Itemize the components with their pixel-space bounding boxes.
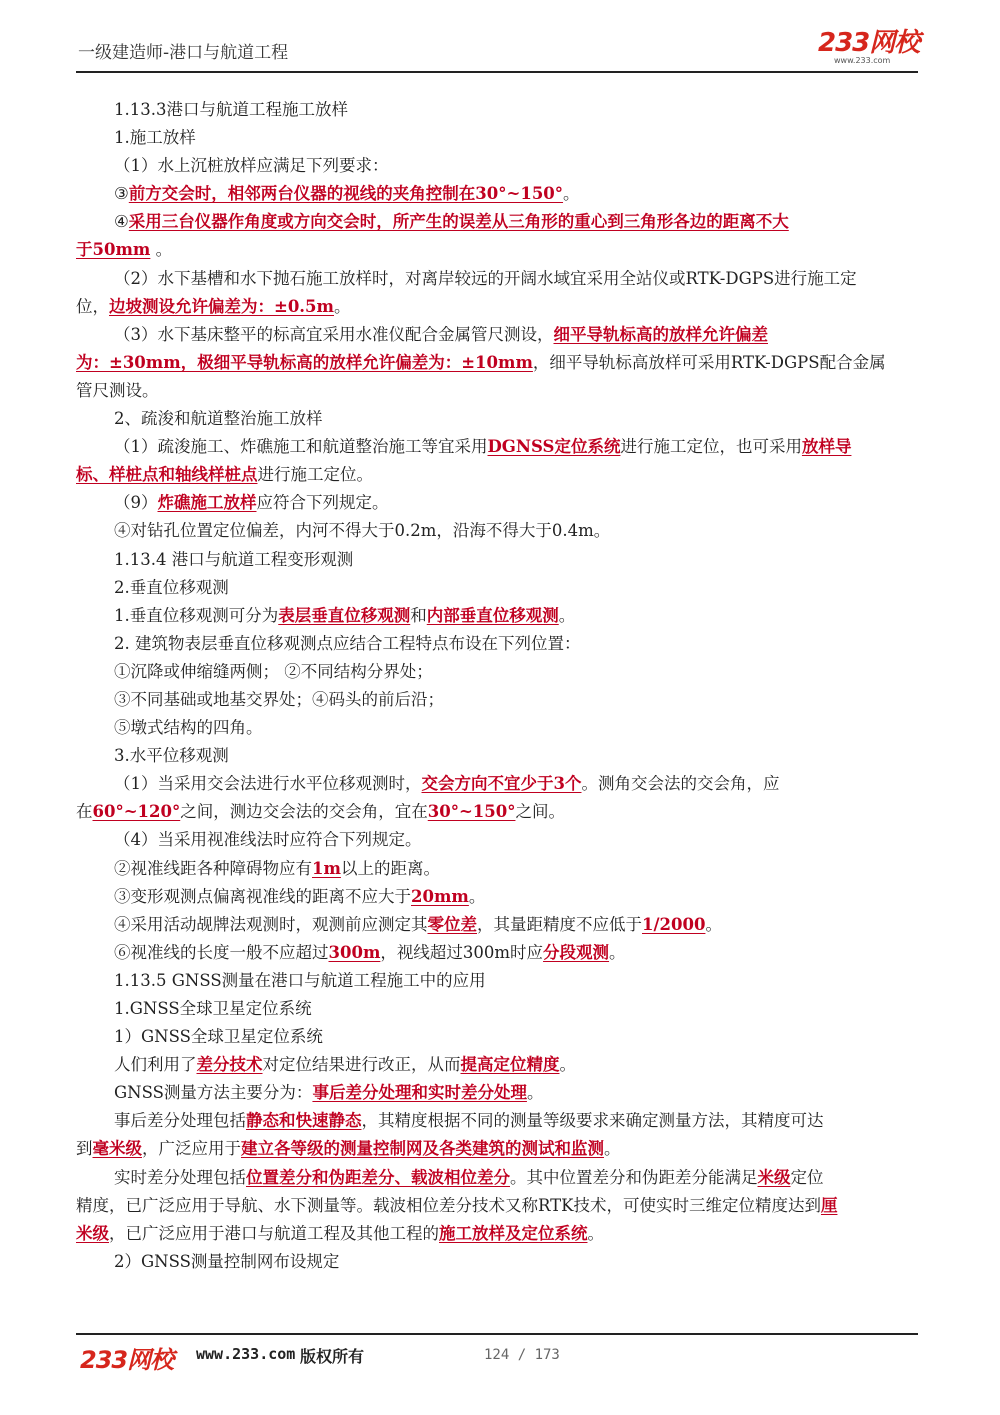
text-line: [76, 546, 918, 574]
text-line: [76, 1051, 918, 1079]
text-run: 进行施工定位，也可采用: [620, 437, 802, 457]
text-run: 实时差分处理包括: [114, 1167, 246, 1187]
text-run: 管尺测设。: [76, 380, 159, 400]
highlighted-text: 事后差分处理和实时差分处理: [312, 1083, 527, 1103]
text-line: [76, 995, 918, 1023]
text-line: [76, 349, 918, 377]
text-run: 事后差分处理包括: [114, 1111, 246, 1131]
text-line: [76, 124, 918, 152]
text-line: [76, 826, 918, 854]
text-line: [76, 1079, 918, 1107]
highlighted-text: 边坡测设允许偏差为：±0.5m: [109, 296, 334, 316]
text-run: （2）水下基槽和水下抛石施工放样时，对离岸较远的开阔水域宜采用全站仪或RTK-DGPS进行施工定: [114, 268, 857, 288]
text-line: [76, 883, 918, 911]
text-run: ③不同基础或地基交界处；④码头的前后沿；: [114, 689, 444, 709]
highlighted-text: 标、样桩点和轴线样桩点: [76, 465, 258, 485]
text-run: 1.13.4 港口与航道工程变形观测: [114, 549, 354, 569]
highlighted-text: 前方交会时，相邻两台仪器的视线的夹角控制在30°~150°: [128, 184, 564, 204]
highlighted-text: 炸礁施工放样: [157, 493, 257, 513]
text-line: [76, 321, 918, 349]
highlighted-text: 零位差: [427, 914, 477, 934]
text-line: [76, 686, 918, 714]
text-run: 进行施工定位。: [257, 465, 373, 485]
text-line: [76, 1192, 918, 1220]
text-line: [76, 574, 918, 602]
text-run: 。: [526, 1083, 544, 1103]
highlighted-text: 300m: [328, 942, 381, 962]
text-line: [76, 489, 918, 517]
footer-divider: [76, 1333, 918, 1335]
brand-logo: [818, 30, 928, 66]
text-run: ④: [114, 212, 129, 232]
text-run: 。: [563, 184, 580, 204]
document-body: [76, 96, 918, 1276]
text-run: （1）疏浚施工、炸礁施工和航道整治施工等宜采用: [114, 437, 488, 457]
text-run: （1）水上沉桩放样应满足下列要求：: [114, 156, 389, 176]
highlighted-text: 于50mm: [76, 240, 151, 260]
text-line: [76, 855, 918, 883]
text-run: 。: [559, 1055, 576, 1075]
text-run: 位，: [76, 296, 109, 316]
text-run: （1）当采用交会法进行水平位移观测时，: [114, 774, 422, 794]
text-run: 。: [604, 1139, 621, 1159]
text-run: 。: [587, 1223, 604, 1243]
text-run: ⑥视准线的长度一般不应超过: [114, 942, 329, 962]
footer-logo: 233网校: [80, 1346, 174, 1374]
text-run: ，已广泛应用于港口与航道工程及其他工程的: [109, 1223, 439, 1243]
text-line: [76, 1164, 918, 1192]
text-line: [76, 293, 918, 321]
text-run: 和: [410, 605, 427, 625]
text-run: 人们利用了: [114, 1055, 197, 1075]
highlighted-text: 20mm: [411, 886, 469, 906]
text-run: ，广泛应用于: [142, 1139, 241, 1159]
text-run: 。测角交会法的交会角，应: [581, 774, 780, 794]
text-run: ②视准线距各种障碍物应有: [114, 858, 312, 878]
highlighted-text: 1m: [312, 858, 341, 878]
text-line: [76, 967, 918, 995]
text-run: 到: [76, 1139, 93, 1159]
page-header-title: 一级建造师-港口与航道工程: [78, 43, 289, 63]
text-line: [76, 602, 918, 630]
text-run: 2、疏浚和航道整治施工放样: [114, 409, 323, 429]
highlighted-text: 毫米级: [92, 1139, 142, 1159]
text-line: [76, 152, 918, 180]
text-line: [76, 180, 918, 208]
text-run: ④采用活动觇牌法观测时，观测前应测定其: [114, 914, 428, 934]
text-run: 定位: [790, 1167, 824, 1187]
text-run: 1.13.3港口与航道工程施工放样: [114, 100, 348, 119]
text-line: [76, 433, 918, 461]
highlighted-text: 采用三台仪器作角度或方向交会时，所产生的误差从三角形的重心到三角形各边的距离不大: [128, 212, 789, 232]
text-run: 在: [76, 802, 93, 822]
text-run: ④对钻孔位置定位偏差，内河不得大于0.2m，沿海不得大于0.4m。: [114, 521, 611, 541]
text-line: [76, 770, 918, 798]
text-run: 以上的距离。: [340, 858, 440, 878]
text-run: 2. 建筑物表层垂直位移观测点应结合工程特点布设在下列位置：: [114, 633, 581, 653]
text-run: ，视线超过300m时应: [380, 942, 544, 962]
text-line: [76, 911, 918, 939]
text-run: ①沉降或伸缩缝两侧； ②不同结构分界处；: [114, 661, 433, 681]
text-run: ，其量距精度不应低于: [477, 914, 642, 934]
text-run: （3）水下基床整平的标高宜采用水准仪配合金属管尺测设，: [114, 324, 554, 344]
text-line: [76, 798, 918, 826]
highlighted-text: 米级: [76, 1223, 109, 1243]
highlighted-text: 施工放样及定位系统: [439, 1223, 588, 1243]
text-line: [76, 265, 918, 293]
text-run: ，其精度根据不同的测量等级要求来确定测量方法，其精度可达: [361, 1111, 824, 1131]
highlighted-text: 30°~150°: [427, 802, 516, 822]
text-run: 1.垂直位移观测可分为: [114, 605, 279, 625]
highlighted-text: 1/2000: [642, 914, 706, 934]
text-run: GNSS测量方法主要分为：: [114, 1083, 313, 1103]
text-line: [76, 939, 918, 967]
footer-url: www.233.com: [196, 1345, 296, 1363]
text-run: 。: [468, 886, 486, 906]
text-run: 1.13.5 GNSS测量在港口与航道工程施工中的应用: [114, 970, 486, 990]
text-line: [76, 630, 918, 658]
text-line: [76, 461, 918, 489]
text-run: 之间，测边交会法的交会角，宜在: [180, 802, 428, 822]
text-run: 。: [705, 914, 722, 934]
text-run: （4）当采用视准线法时应符合下列规定。: [114, 830, 422, 850]
text-run: ⑤墩式结构的四角。: [114, 718, 263, 738]
text-run: 1）GNSS全球卫星定位系统: [114, 1027, 323, 1047]
text-run: ③变形观测点偏离视准线的距离不应大于: [114, 886, 411, 906]
text-run: ③: [114, 184, 129, 204]
text-run: 。其中位置差分和伪距差分能满足: [510, 1167, 758, 1187]
header-divider: [76, 71, 918, 73]
highlighted-text: 为：±30mm，极细平导轨标高的放样允许偏差为：±10mm: [76, 352, 533, 372]
highlighted-text: 位置差分和伪距差分、载波相位差分: [246, 1167, 510, 1187]
text-run: 1.施工放样: [114, 128, 196, 148]
text-run: 。: [558, 605, 576, 625]
text-line: [76, 742, 918, 770]
highlighted-text: 提高定位精度: [460, 1055, 560, 1075]
text-line: [76, 236, 918, 264]
text-run: 2.垂直位移观测: [114, 577, 229, 597]
highlighted-text: 内部垂直位移观测: [426, 605, 559, 625]
highlighted-text: 表层垂直位移观测: [278, 605, 411, 625]
highlighted-text: DGNSS定位系统: [487, 437, 621, 457]
text-line: [76, 517, 918, 545]
brand-logo-text: 233网校: [818, 28, 920, 58]
brand-logo-url: www.233.com: [834, 56, 891, 65]
text-run: （9）: [114, 493, 158, 513]
text-run: 。: [334, 296, 351, 316]
text-run: 2）GNSS测量控制网布设规定: [114, 1251, 340, 1271]
text-run: 。: [609, 942, 626, 962]
text-run: 对定位结果进行改正，从而: [262, 1055, 461, 1075]
text-run: 1.GNSS全球卫星定位系统: [114, 999, 312, 1018]
highlighted-text: 60°~120°: [92, 802, 181, 822]
highlighted-text: 建立各等级的测量控制网及各类建筑的测试和监测: [241, 1139, 604, 1159]
text-run: ，细平导轨标高放样可采用RTK-DGPS配合金属: [532, 352, 886, 372]
text-line: [76, 377, 918, 405]
highlighted-text: 分段观测: [543, 942, 610, 962]
text-run: 。: [150, 240, 173, 260]
text-line: [76, 96, 918, 124]
highlighted-text: 交会方向不宜少于3个: [421, 774, 582, 794]
page-number: 124 / 173: [484, 1347, 560, 1363]
highlighted-text: 放样导: [801, 437, 852, 457]
highlighted-text: 米级: [757, 1167, 791, 1187]
highlighted-text: 静态和快速静态: [246, 1111, 362, 1131]
text-line: [76, 208, 918, 236]
text-line: [76, 1023, 918, 1051]
text-line: [76, 714, 918, 742]
text-line: [76, 1107, 918, 1135]
highlighted-text: 厘: [820, 1195, 838, 1215]
text-run: 之间。: [515, 802, 565, 822]
highlighted-text: 细平导轨标高的放样允许偏差: [553, 324, 768, 344]
text-line: [76, 658, 918, 686]
text-line: [76, 405, 918, 433]
footer-copyright: 版权所有: [300, 1347, 365, 1366]
text-run: 3.水平位移观测: [114, 746, 229, 766]
text-line: [76, 1248, 918, 1276]
text-line: [76, 1135, 918, 1163]
text-run: 精度，已广泛应用于导航、水下测量等。载波相位差分技术又称RTK技术，可使实时三维定位精度达到: [76, 1195, 821, 1215]
text-run: 应符合下列规定。: [256, 493, 389, 513]
text-line: [76, 1220, 918, 1248]
highlighted-text: 差分技术: [196, 1055, 263, 1075]
